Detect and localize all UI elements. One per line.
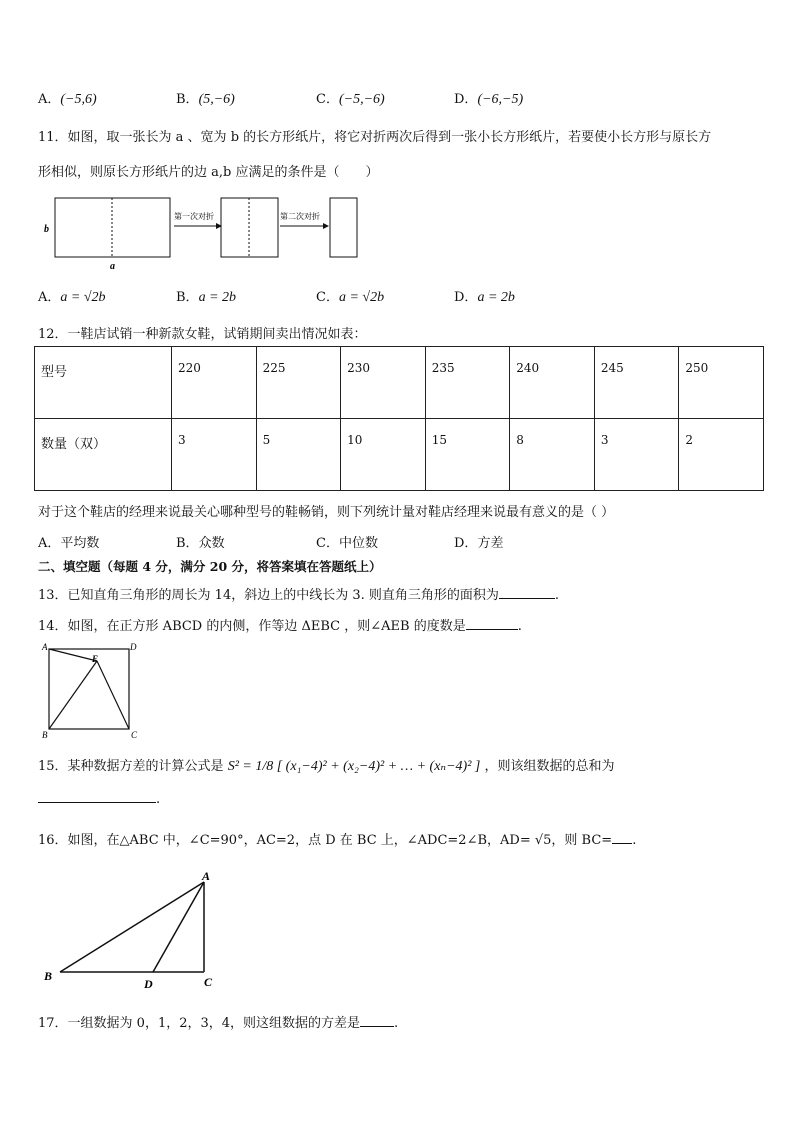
q12-option-a: A．平均数 — [38, 536, 100, 551]
q14 — [38, 615, 522, 634]
table-row — [35, 419, 764, 491]
table-cell: 245 — [594, 347, 679, 419]
q10-option-a: A．(−5,6) — [38, 92, 97, 107]
label-a: A — [42, 642, 48, 652]
q12-stem: 12．一鞋店试销一种新款女鞋，试销期间卖出情况如表： — [38, 327, 367, 342]
q10-option-d: D．(−6,−5) — [454, 92, 524, 107]
label-b: B — [42, 730, 48, 740]
arrow-2-icon — [323, 223, 329, 229]
table-cell: 5 — [256, 419, 341, 491]
label-c: C — [204, 975, 213, 989]
table-cell: 225 — [256, 347, 341, 419]
q10-option-c: C．(−5,−6) — [316, 92, 385, 107]
q12-question: 对于这个鞋店的经理来说最关心哪种型号的鞋畅销，则下列统计量对鞋店经理来说最有意义的是（ ） — [38, 505, 615, 520]
fold2-label: 第二次对折 — [280, 212, 320, 221]
q11-fold-figure — [40, 192, 370, 272]
q16-end: . — [632, 833, 637, 848]
q15-answer-line — [38, 792, 160, 807]
q15-end: . — [156, 792, 161, 807]
q12-option-c: C．中位数 — [316, 536, 378, 551]
q14-text: 14．如图，在正方形 ABCD 的内侧，作等边 ΔEBC ，则∠AEB 的度数是 — [38, 619, 466, 634]
table-cell: 型号 — [35, 347, 172, 419]
q13 — [38, 584, 559, 603]
q12-option-d: D．方差 — [454, 536, 504, 551]
q10-option-b: B．(5,−6) — [176, 92, 235, 107]
label-c: C — [131, 730, 138, 740]
answer-blank[interactable] — [612, 843, 632, 844]
table-cell: 235 — [425, 347, 510, 419]
table-cell: 8 — [510, 419, 595, 491]
q16 — [38, 829, 636, 848]
q16-text: 16．如图，在△ABC 中，∠C=90°，AC=2，点 D 在 BC 上，∠ADC=2∠B，AD= √5，则 BC= — [38, 833, 613, 848]
fold1-label: 第一次对折 — [174, 212, 214, 221]
answer-blank[interactable] — [499, 598, 555, 599]
label-d: D — [130, 642, 137, 652]
q11-option-c: C．a = √2b — [316, 290, 385, 305]
q15 — [38, 755, 615, 775]
q17-text: 17．一组数据为 0，1，2，3，4，则这组数据的方差是 — [38, 1016, 361, 1031]
variance-formula: S² = 1/8 [ (x₁−4)² + (x₂−4)² + … + (xₙ−4)² ] — [227, 759, 481, 774]
q15-text-post: ，则该组数据的总和为 — [484, 759, 615, 774]
table-cell: 15 — [425, 419, 510, 491]
q11-stem-line1: 11．如图，取一张长为 a 、宽为 b 的长方形纸片，将它对折两次后得到一张小长方形纸片，若要使小长方形与原长方 — [38, 130, 712, 145]
q15-text: 15．某种数据方差的计算公式是 — [38, 759, 224, 774]
q17 — [38, 1012, 398, 1031]
table-cell: 3 — [172, 419, 257, 491]
answer-blank[interactable] — [360, 1026, 394, 1027]
label-e: E — [92, 654, 99, 664]
q11-stem-line2: 形相似，则原长方形纸片的边 a,b 应满足的条件是（ ） — [38, 165, 379, 180]
shoe-sales-table — [34, 346, 764, 491]
table-row — [35, 347, 764, 419]
q16-triangle-figure — [36, 866, 226, 996]
label-b: b — [44, 224, 49, 235]
q13-text: 13．已知直角三角形的周长为 14，斜边上的中线长为 3. 则直角三角形的面积为 — [38, 588, 499, 603]
table-cell: 220 — [172, 347, 257, 419]
answer-blank[interactable] — [466, 629, 518, 630]
answer-blank[interactable] — [38, 802, 156, 803]
table-cell: 3 — [594, 419, 679, 491]
label-a: A — [202, 869, 211, 883]
label-a: a — [110, 261, 115, 272]
q11-option-b: B．a = 2b — [176, 290, 237, 305]
label-d: D — [144, 977, 153, 991]
table-cell: 数量（双） — [35, 419, 172, 491]
table-cell: 240 — [510, 347, 595, 419]
table-cell: 10 — [341, 419, 426, 491]
section-heading: 二、填空题（每题 4 分，满分 20 分，将答案填在答题纸上） — [38, 559, 382, 574]
q12-option-b: B．众数 — [176, 536, 225, 551]
q17-end: . — [394, 1016, 399, 1031]
q11-option-d: D．a = 2b — [454, 290, 515, 305]
table-cell: 230 — [341, 347, 426, 419]
table-cell: 2 — [679, 419, 764, 491]
table-cell: 250 — [679, 347, 764, 419]
q14-end: . — [517, 619, 522, 634]
q11-option-a: A．a = √2b — [38, 290, 106, 305]
q14-square-figure — [40, 640, 140, 740]
q13-end: . — [554, 588, 560, 603]
label-b: B — [44, 969, 53, 983]
